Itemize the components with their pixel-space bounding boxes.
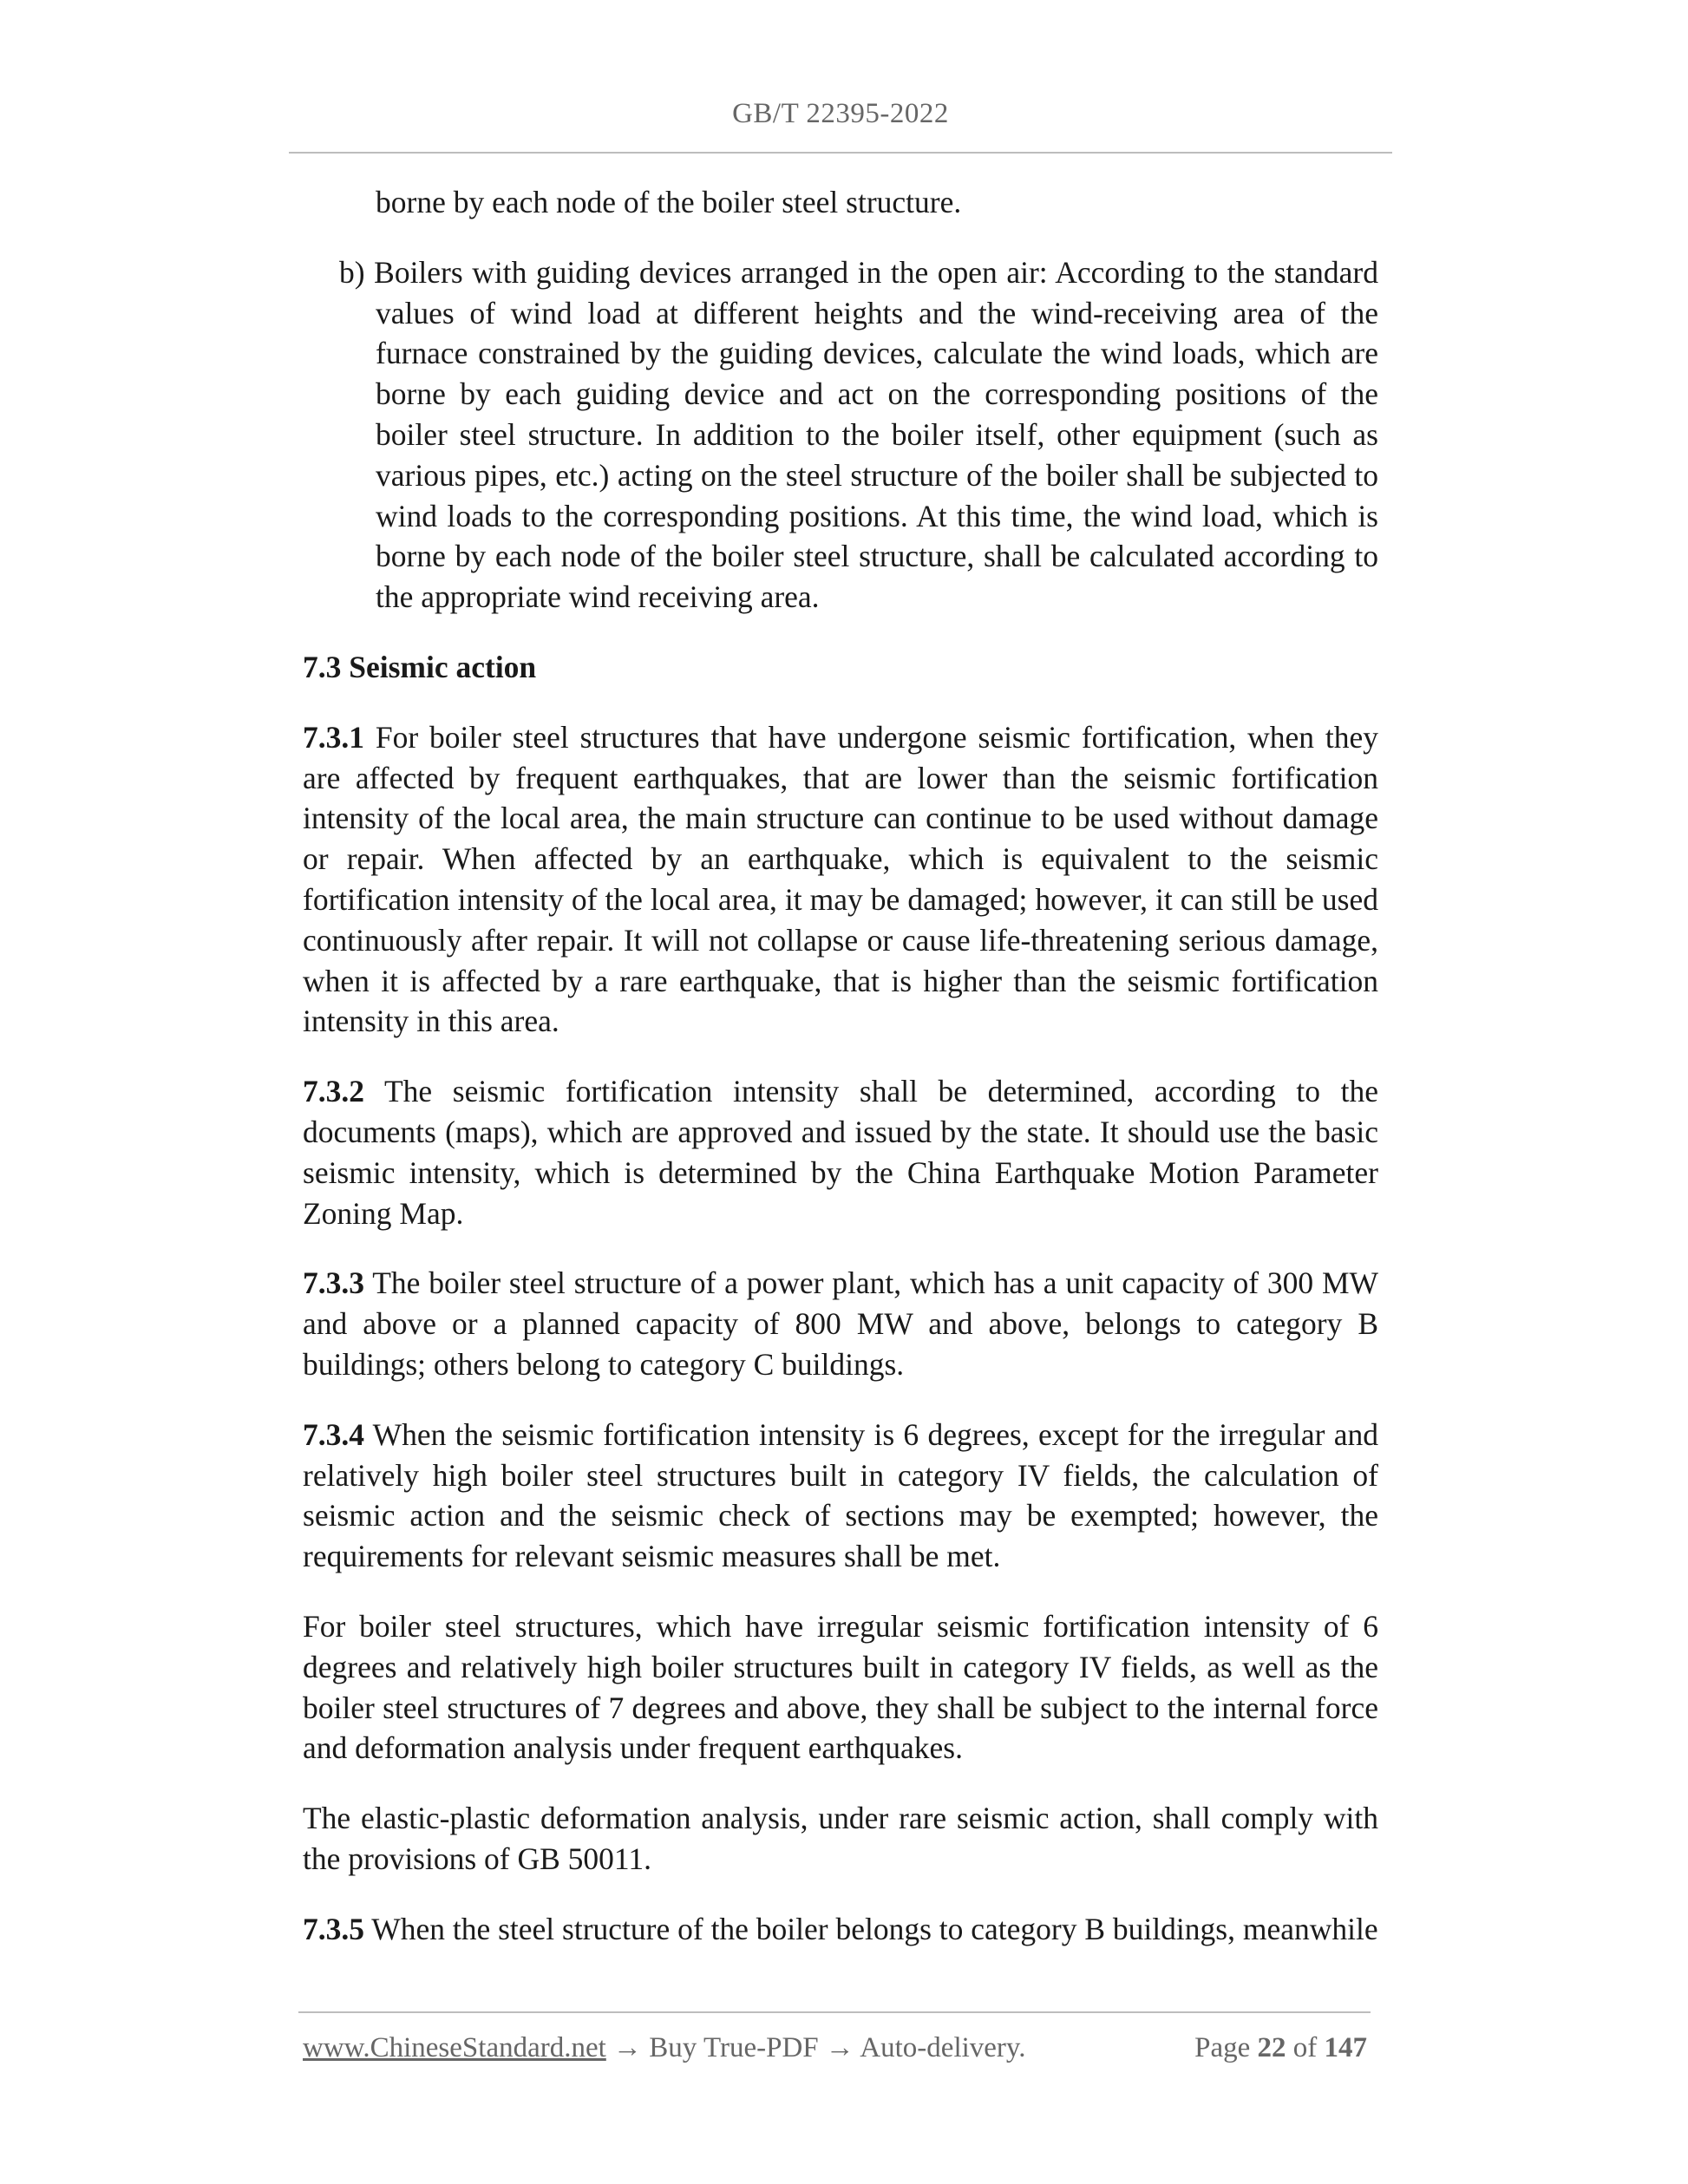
page-current: 22 — [1257, 2032, 1286, 2063]
footer-divider — [298, 2011, 1371, 2013]
header-divider — [289, 152, 1392, 154]
clause-text: When the seismic fortification intensity is 6 degrees, except for the irregular and relatively high boiler steel structures built in category IV fields, the calculation of seismic action and the seismic check of sections may be exempted; however, the requirements for relevant seismic measures shall be met. — [303, 1416, 1378, 1574]
clause-number: 7.3.4 — [303, 1416, 364, 1452]
page-header-doc-id: GB/T 22395-2022 — [732, 98, 949, 129]
clause-text: The seismic fortification intensity shall be determined, according to the documents (maps), which are approved and issued by the state. It should use the basic seismic intensity, which is determined by the China Earthquake Motion Parameter Zoning Map. — [303, 1074, 1378, 1231]
clause-7-3-5 — [303, 1909, 1378, 1950]
clause-number: 7.3.1 — [303, 719, 364, 755]
page-prefix: Page — [1194, 2032, 1258, 2063]
page-body — [303, 182, 1378, 1978]
clause-7-3-2 — [303, 1071, 1378, 1233]
promo-text: → Buy True-PDF → Auto-delivery. — [605, 2032, 1026, 2063]
clause-number: 7.3.5 — [303, 1911, 364, 1946]
clause-text: When the steel structure of the boiler belongs to category B buildings, meanwhile — [371, 1911, 1378, 1946]
clause-number: 7.3.2 — [303, 1074, 364, 1109]
section-heading-7-3: 7.3 Seismic action — [303, 649, 537, 684]
clause-7-3-3 — [303, 1263, 1378, 1384]
clause-text: The boiler steel structure of a power plant, which has a unit capacity of 300 MW and above or a planned capacity of 800 MW and above, belongs to category B buildings; others belong to category C buildings. — [303, 1265, 1379, 1382]
list-item-b — [339, 252, 1378, 618]
clause-text: For boiler steel structures that have undergone seismic fortification, when they are affected by frequent earthquakes, that are lower than the seismic fortification intensity of the local area, the main structure can continue to be used without damage or repair. When affected by an earthquake, which is equivalent to the seismic fortification intensity of the local area, it may be damaged; however, it can still be used continuously after repair. It will not collapse or cause life-threatening serious damage, when it is affected by a rare earthquake, that is higher than the seismic fortification intensity in this area. — [303, 719, 1378, 1039]
footer-promo — [303, 2032, 1026, 2064]
page-number — [1194, 2032, 1367, 2064]
site-link[interactable]: www.ChineseStandard.net — [303, 2032, 606, 2063]
page-of: of — [1286, 2032, 1325, 2063]
clause-7-3-4 — [303, 1415, 1378, 1577]
list-item-b-label: b) — [339, 254, 365, 290]
page-total: 147 — [1324, 2032, 1367, 2063]
paragraph-internal-force: For boiler steel structures, which have irregular seismic fortification intensity of 6 degrees and relatively high boiler structures built in category IV fields, as well as the boiler steel structures of 7 degrees and above, they shall be subject to the internal force and deformation analysis under frequent earthquakes. — [303, 1608, 1378, 1766]
list-item-b-text: Boilers with guiding devices arranged in the open air: According to the standard values of wind load at different heights and the wind-receiving area of the furnace constrained by the guiding devices, calculate the wind loads, which are borne by each guiding device and act on the corresponding positions of the boiler steel structure. In addition to the boiler itself, other equipment (such as various pipes, etc.) acting on the steel structure of the boiler shall be subjected to wind loads to the corresponding positions. At this time, the wind load, which is borne by each node of the boiler steel structure, shall be calculated according to the appropriate wind receiving area. — [374, 254, 1378, 615]
clause-number: 7.3.3 — [303, 1265, 364, 1301]
continued-text: borne by each node of the boiler steel structure. — [376, 185, 962, 219]
paragraph-elastic-plastic: The elastic-plastic deformation analysis, under rare seismic action, shall comply with the provisions of GB 50011. — [303, 1801, 1378, 1876]
clause-7-3-1 — [303, 717, 1378, 1042]
